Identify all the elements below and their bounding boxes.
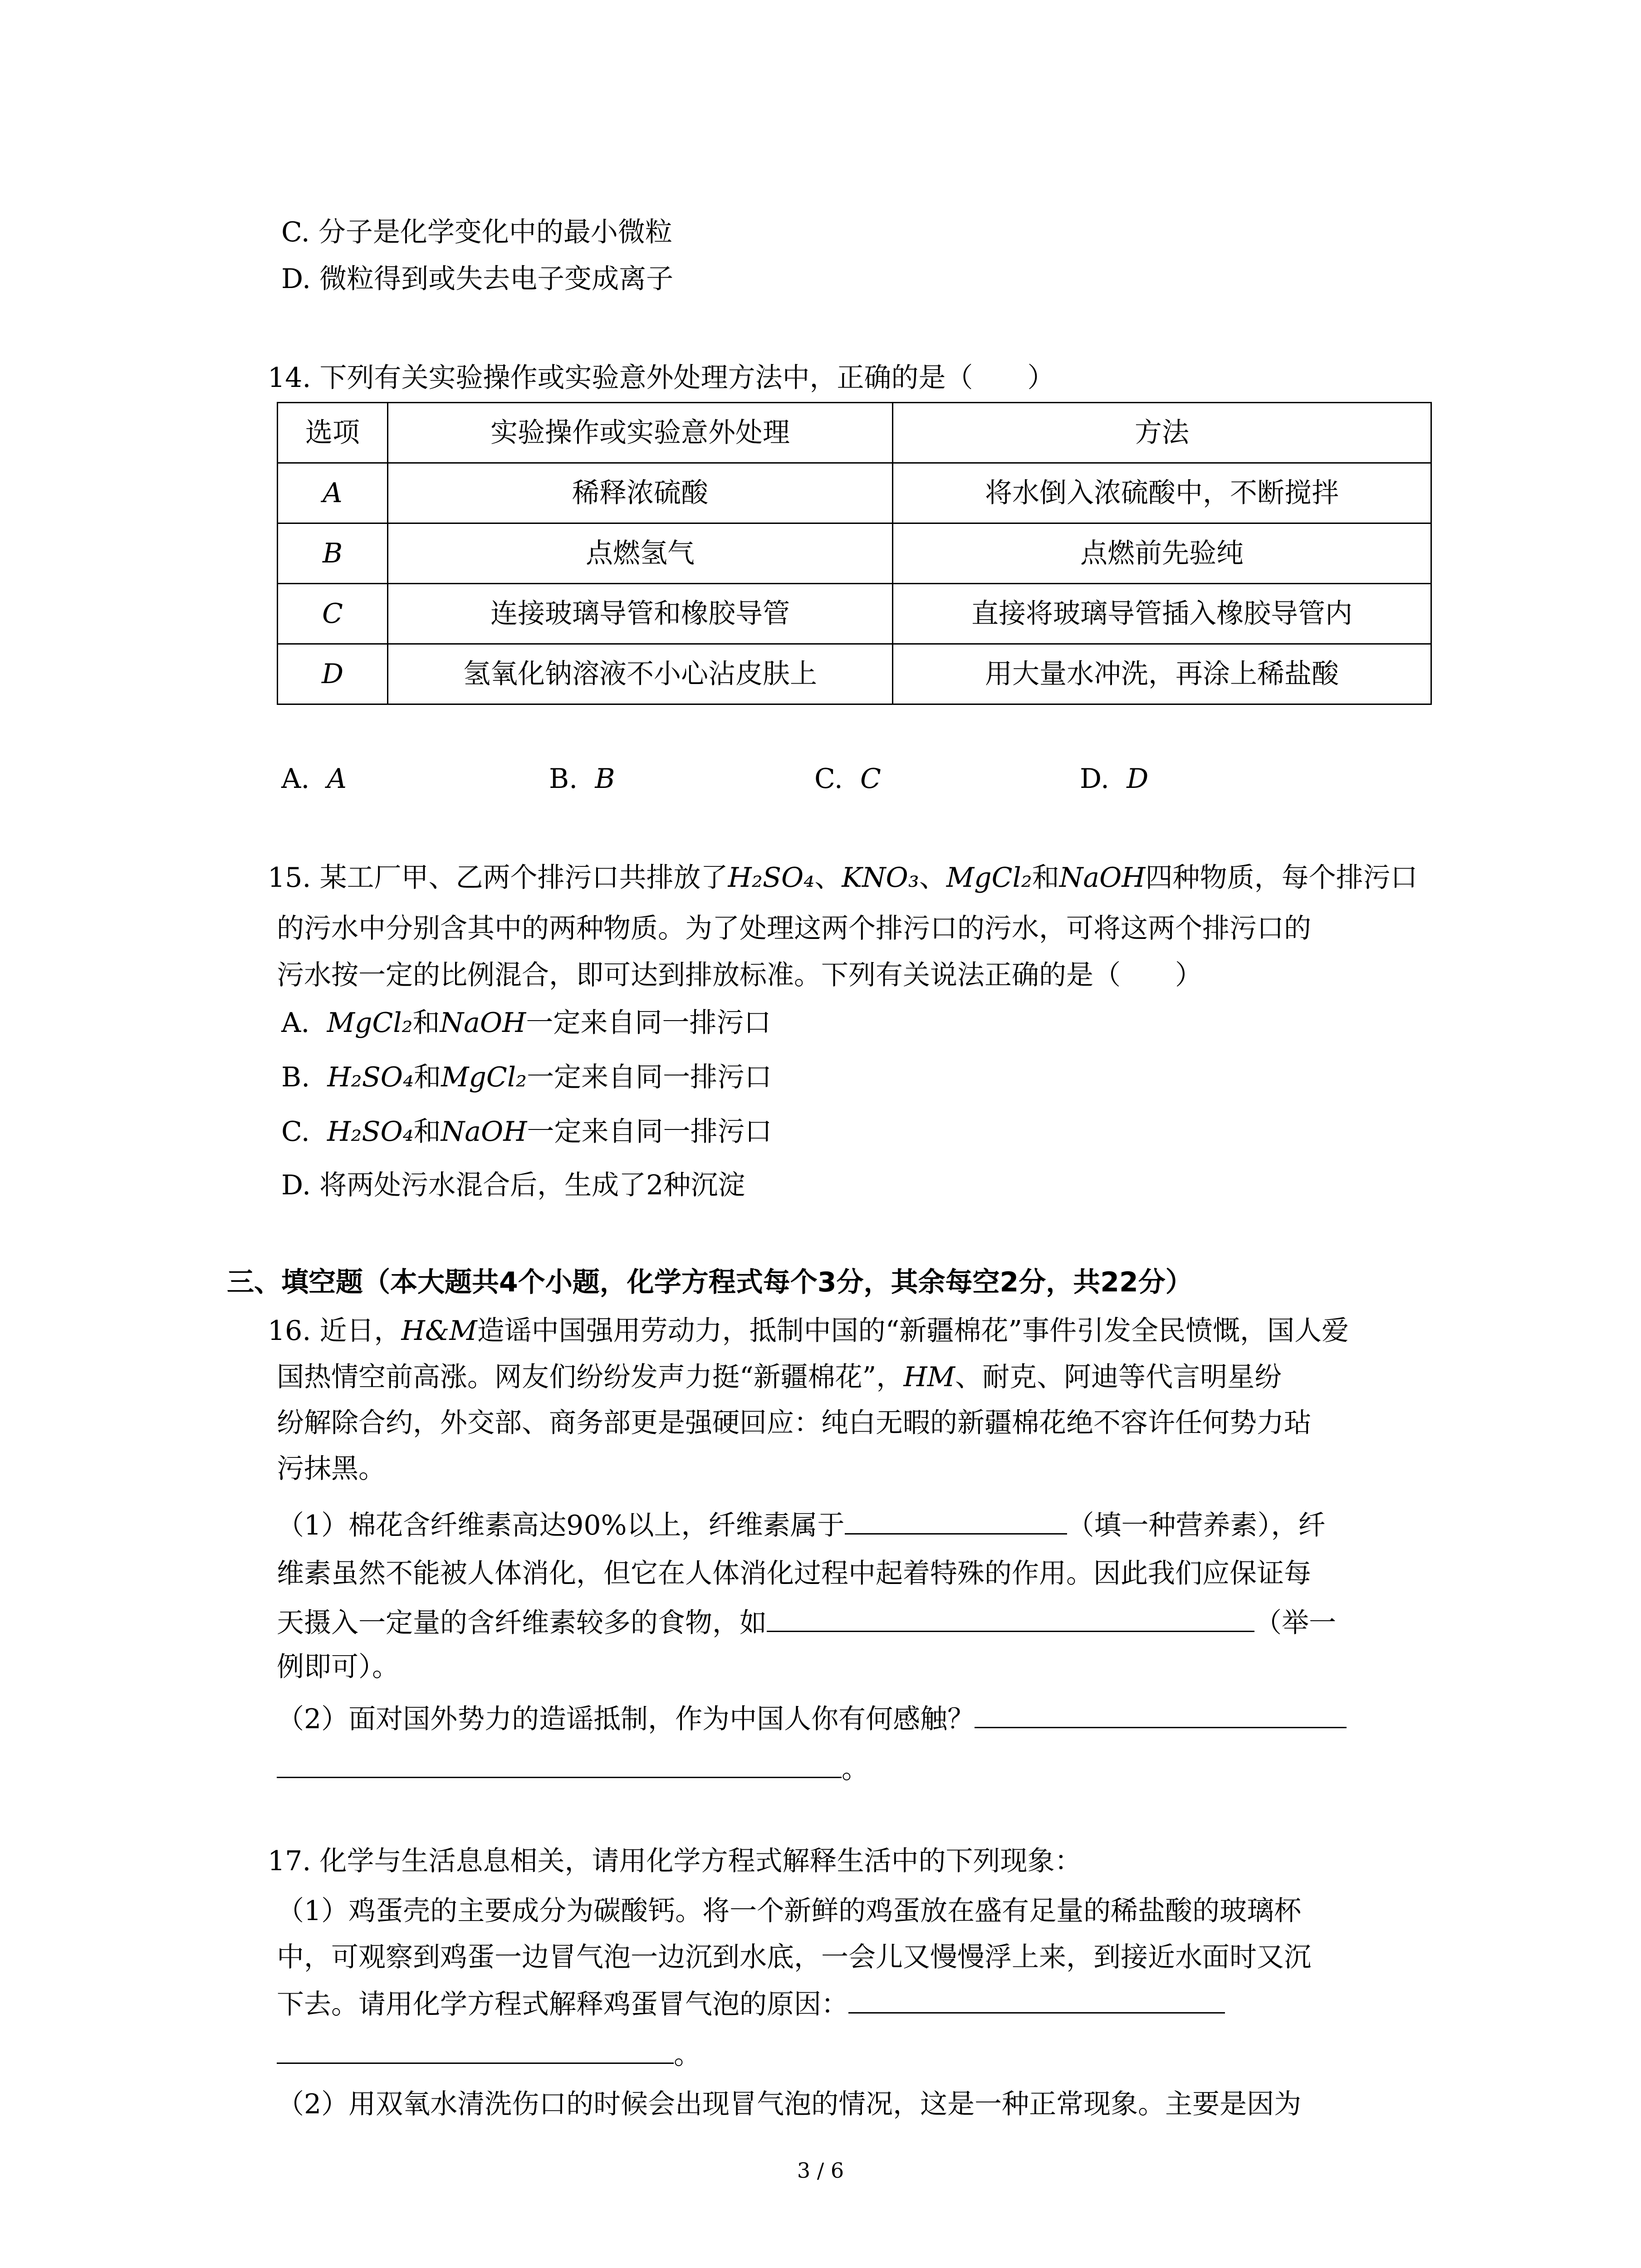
table-cell-operation: 连接玻璃导管和橡胶导管 — [388, 584, 893, 644]
table-cell-method: 用大量水冲洗，再涂上稀盐酸 — [893, 644, 1431, 704]
table-header-row — [278, 403, 1431, 463]
q14-table — [277, 402, 1432, 705]
q13-option-c: C. 分子是化学变化中的最小微粒 — [281, 216, 672, 248]
q16-part1-line-3: 天摄入一定量的含纤维素较多的食物，如 （举一 — [277, 1603, 1336, 1641]
q14-stem: 14. 下列有关实验操作或实验意外处理方法中，正确的是（ ） — [268, 362, 1055, 394]
q16-stem-line-3: 纷解除合约，外交部、商务部更是强硬回应：纯白无暇的新疆棉花绝不容许任何势力玷 — [277, 1407, 1311, 1439]
table-cell-option: B — [278, 523, 388, 584]
q16-part1-line-2: 维素虽然不能被人体消化，但它在人体消化过程中起着特殊的作用。因此我们应保证每 — [277, 1558, 1311, 1589]
q15-stem-line-3: 污水按一定的比例混合，即可达到排放标准。下列有关说法正确的是（ ） — [277, 959, 1202, 991]
q16-stem-line-2: 国热情空前高涨。网友们纷纷发声力挺“新疆棉花”，HM、耐克、阿迪等代言明星纷 — [277, 1361, 1282, 1393]
q16-part1-line-4: 例即可）。 — [277, 1651, 399, 1683]
q13-option-d: D. 微粒得到或失去电子变成离子 — [281, 263, 674, 295]
table-cell-method: 直接将玻璃导管插入橡胶导管内 — [893, 584, 1431, 644]
table-cell-option: D — [278, 644, 388, 704]
table-row — [278, 463, 1431, 523]
q14-choice-d: D. D — [1080, 763, 1149, 795]
table-row — [278, 644, 1431, 704]
section-heading: 三、填空题（本大题共4个小题，化学方程式每个3分，其余每空2分，共22分） — [227, 1266, 1193, 1298]
q15-option-d: D. 将两处污水混合后，生成了2种沉淀 — [281, 1169, 745, 1201]
q16-part2-line-2: 。 — [277, 1750, 869, 1787]
table-cell-operation: 稀释浓硫酸 — [388, 463, 893, 523]
q17-part1-line-4: 。 — [277, 2035, 701, 2073]
q15-option-b: B. H₂SO₄和MgCl₂一定来自同一排污口 — [281, 1061, 772, 1093]
table-cell-option: C — [278, 584, 388, 644]
q17-part1-line-1: （1）鸡蛋壳的主要成分为碳酸钙。将一个新鲜的鸡蛋放在盛有足量的稀盐酸的玻璃杯 — [277, 1895, 1302, 1927]
answer-blank[interactable] — [845, 1506, 1067, 1535]
page-number: 3 / 6 — [797, 2158, 844, 2183]
q14-choice-c: C. C — [814, 763, 881, 795]
q16-stem-line-1: 16. 近日，H&M造谣中国强用劳动力，抵制中国的“新疆棉花”事件引发全民愤慨，国人爱 — [268, 1315, 1349, 1347]
q17-part1-line-3: 下去。请用化学方程式解释鸡蛋冒气泡的原因： — [277, 1985, 1225, 2023]
table-header-cell: 实验操作或实验意外处理 — [388, 403, 893, 463]
table-cell-option: A — [278, 463, 388, 523]
table-cell-method: 点燃前先验纯 — [893, 523, 1431, 584]
table-header-cell: 方法 — [893, 403, 1431, 463]
q16-part2-line-1: （2）面对国外势力的造谣抵制，作为中国人你有何感触？ — [277, 1700, 1347, 1737]
table-cell-operation: 点燃氢气 — [388, 523, 893, 584]
q17-part2-line-1: （2）用双氧水清洗伤口的时候会出现冒气泡的情况，这是一种正常现象。主要是因为 — [277, 2088, 1302, 2120]
table-row — [278, 584, 1431, 644]
q16-stem-line-4: 污抹黑。 — [277, 1453, 386, 1485]
q15-option-c: C. H₂SO₄和NaOH一定来自同一排污口 — [281, 1116, 772, 1148]
answer-blank[interactable] — [277, 2035, 674, 2064]
q14-choice-b: B. B — [549, 763, 615, 795]
q17-stem-line-1: 17. 化学与生活息息相关，请用化学方程式解释生活中的下列现象： — [268, 1845, 1082, 1877]
table-row — [278, 523, 1431, 584]
table-cell-operation: 氢氧化钠溶液不小心沾皮肤上 — [388, 644, 893, 704]
q15-option-a: A. MgCl₂和NaOH一定来自同一排污口 — [281, 1007, 771, 1039]
answer-blank[interactable] — [767, 1603, 1254, 1632]
q17-part1-line-2: 中，可观察到鸡蛋一边冒气泡一边沉到水底，一会儿又慢慢浮上来，到接近水面时又沉 — [277, 1941, 1311, 1973]
q14-choice-a: A. A — [281, 763, 347, 795]
answer-blank[interactable] — [277, 1750, 842, 1778]
answer-blank[interactable] — [848, 1985, 1225, 2014]
q15-stem-line-1: 15. 某工厂甲、乙两个排污口共排放了H₂SO₄、KNO₃、MgCl₂和NaOH四种物质，每个排污口 — [268, 862, 1418, 894]
q15-stem-line-2: 的污水中分别含其中的两种物质。为了处理这两个排污口的污水，可将这两个排污口的 — [277, 913, 1311, 944]
answer-blank[interactable] — [975, 1700, 1347, 1728]
table-cell-method: 将水倒入浓硫酸中，不断搅拌 — [893, 463, 1431, 523]
table-header-cell: 选项 — [278, 403, 388, 463]
q16-part1-line-1: （1）棉花含纤维素高达90%以上，纤维素属于 （填一种营养素），纤 — [277, 1506, 1326, 1544]
